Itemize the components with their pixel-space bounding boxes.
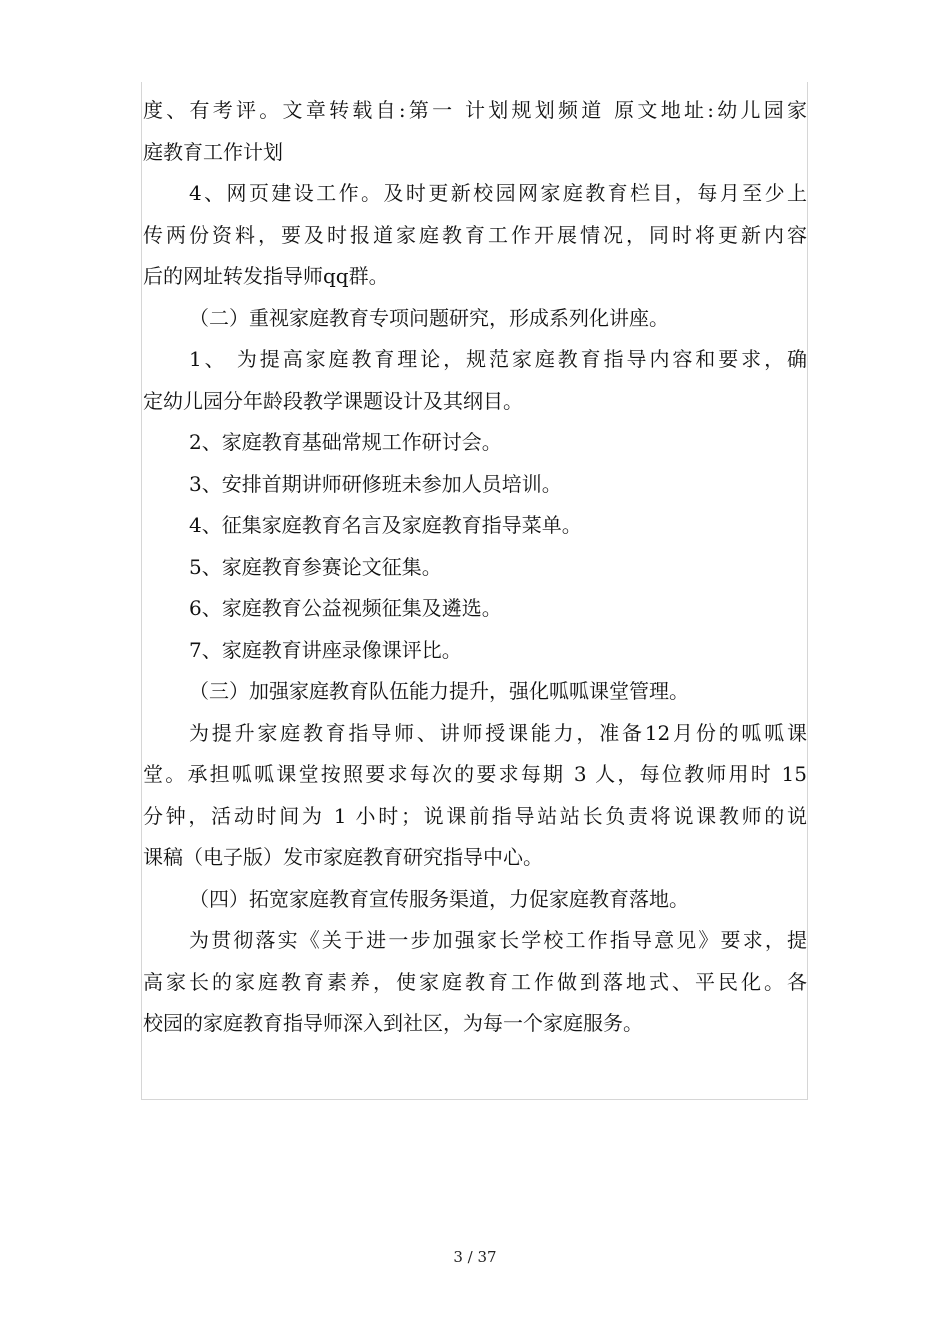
text-line: （四）拓宽家庭教育宣传服务渠道，力促家庭教育落地。	[189, 886, 689, 911]
page-number: 3 / 37	[453, 1248, 497, 1266]
text-line: 1、 为提高家庭教育理论，规范家庭教育指导内容和要求，确	[189, 347, 807, 371]
document-body	[143, 90, 807, 1045]
text-line: 6、家庭教育公益视频征集及遴选。	[189, 596, 502, 620]
text-line: 4、网页建设工作。及时更新校园网家庭教育栏目，每月至少上	[189, 181, 807, 205]
text-line: 高家长的家庭教育素养，使家庭教育工作做到落地式、平民化。各	[143, 969, 807, 994]
text-line: 2、家庭教育基础常规工作研讨会。	[189, 430, 502, 454]
text-line: 度、有考评。文章转载自:第一 计划规划频道 原文地址:幼儿园家	[143, 98, 807, 122]
text-line: 后的网址转发指导师qq群。	[143, 264, 389, 288]
text-line: （二）重视家庭教育专项问题研究，形成系列化讲座。	[189, 305, 669, 330]
text-line: 课稿（电子版）发市家庭教育研究指导中心。	[143, 845, 543, 869]
text-line: 堂。承担呱呱课堂按照要求每次的要求每期 3 人，每位教师用时 15	[143, 762, 807, 786]
text-line: （三）加强家庭教育队伍能力提升，强化呱呱课堂管理。	[189, 679, 689, 703]
text-line: 7、家庭教育讲座录像课评比。	[189, 637, 462, 662]
text-line: 3、安排首期讲师研修班未参加人员培训。	[189, 471, 562, 496]
text-line: 校园的家庭教育指导师深入到社区，为每一个家庭服务。	[143, 1011, 643, 1035]
text-line: 定幼儿园分年龄段教学课题设计及其纲目。	[143, 388, 523, 413]
text-line: 为提升家庭教育指导师、讲师授课能力，准备12月份的呱呱课	[189, 720, 807, 745]
text-line: 为贯彻落实《关于进一步加强家长学校工作指导意见》要求，提	[189, 928, 807, 952]
text-line: 分钟，活动时间为 1 小时；说课前指导站站长负责将说课教师的说	[143, 803, 807, 828]
text-line: 传两份资料，要及时报道家庭教育工作开展情况，同时将更新内容	[143, 222, 807, 247]
text-line: 庭教育工作计划	[143, 139, 283, 164]
text-line: 4、征集家庭教育名言及家庭教育指导菜单。	[189, 513, 582, 537]
text-line: 5、家庭教育参赛论文征集。	[189, 554, 442, 579]
